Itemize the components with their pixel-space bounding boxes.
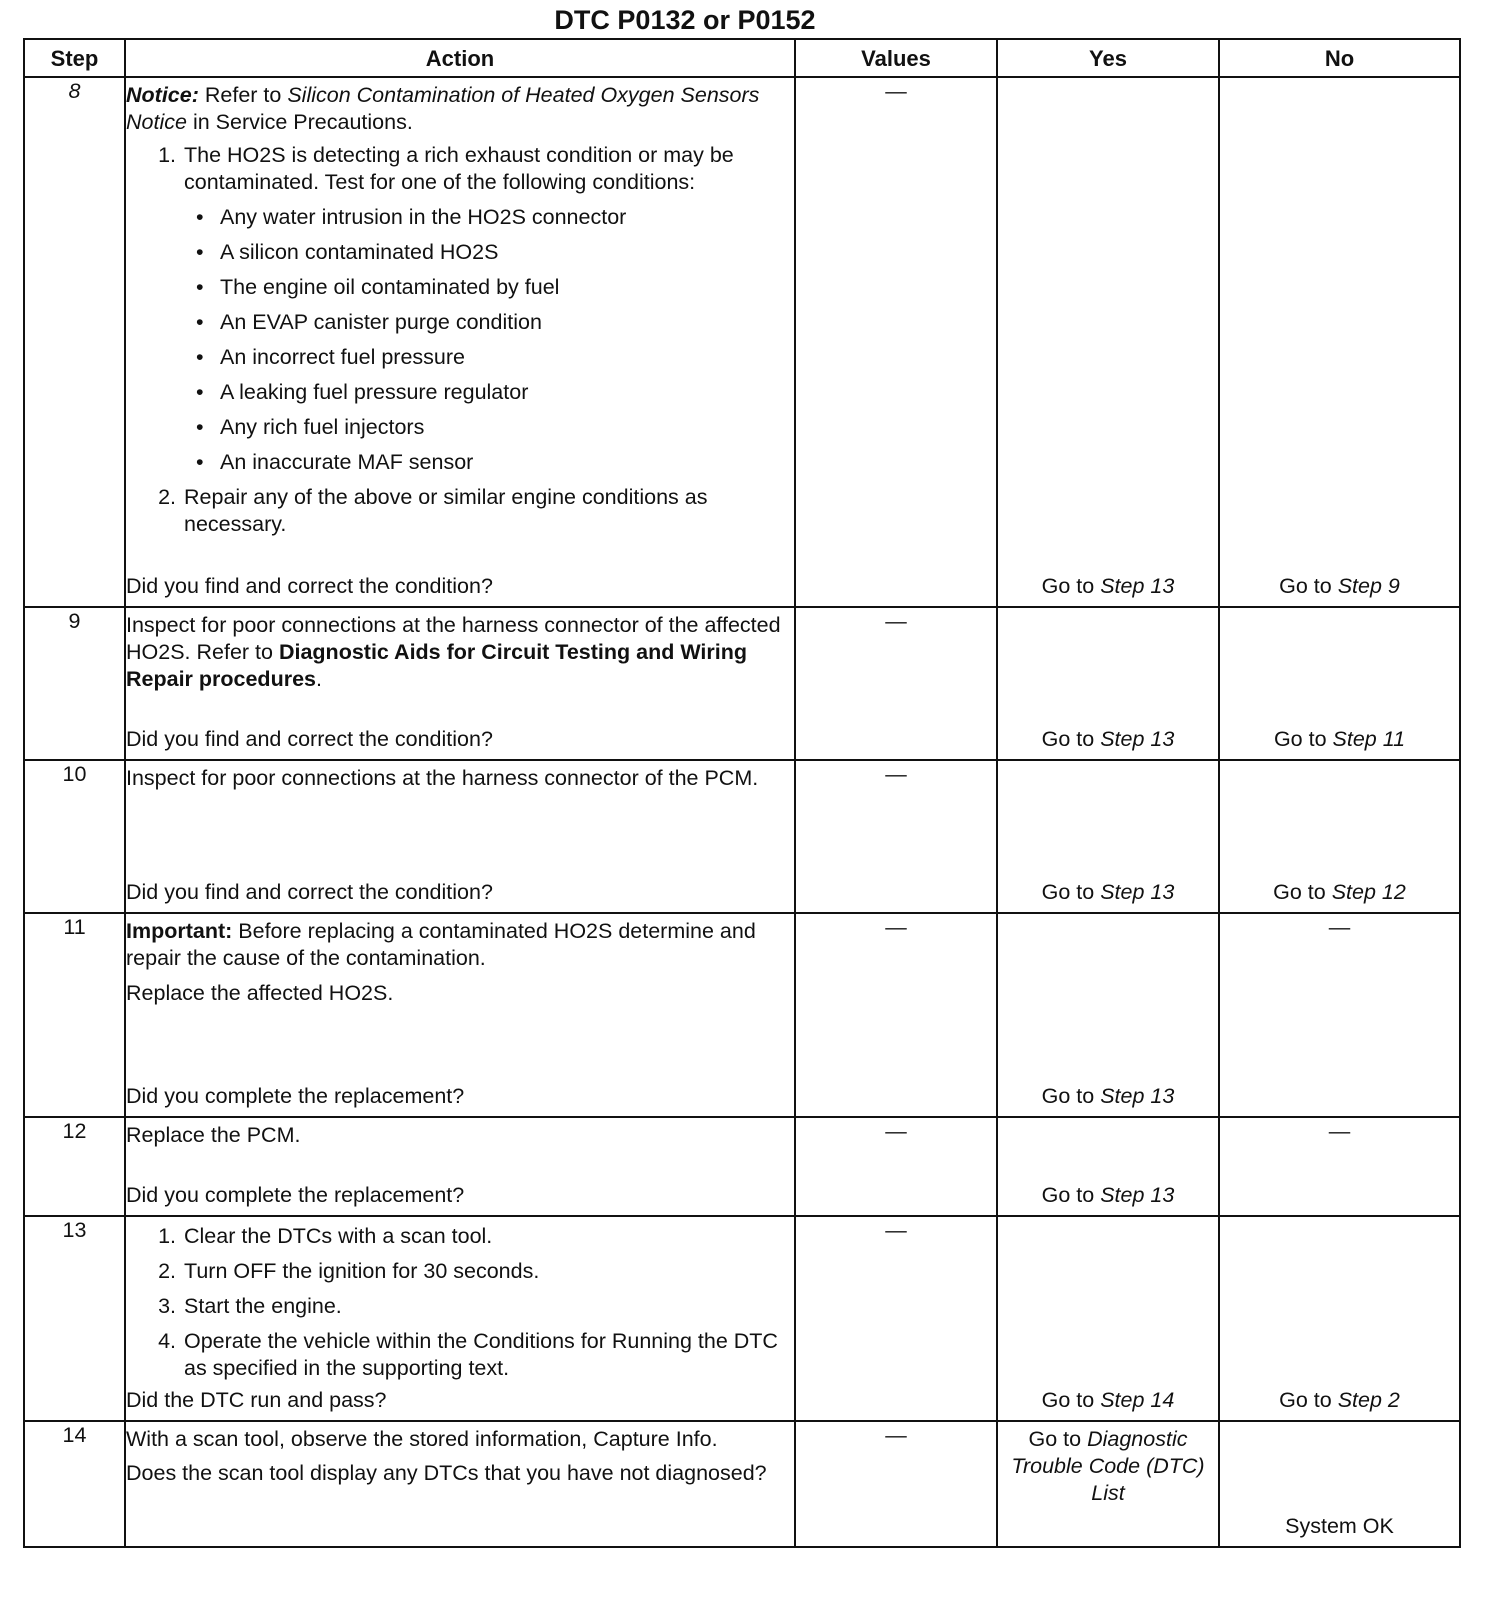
question-text: Did you complete the replacement? [126,1183,465,1207]
list-item: • A silicon contaminated HO2S [218,239,794,266]
system-ok-text: System OK [1285,1514,1394,1538]
list-item: 3. Start the engine. [182,1293,794,1320]
table-row-step-10 [24,760,1460,913]
instruction-text: With a scan tool, observe the stored information, Capture Info. [126,1427,718,1451]
goto-step-13-link[interactable]: Step 13 [1100,574,1175,598]
important-label: Important: [126,919,233,943]
values-cell: — [795,913,997,1117]
table-row-step-14 [24,1421,1460,1547]
action-cell [125,607,795,760]
notice-link[interactable]: Silicon Contamination of Heated Oxygen Sensors Notice [126,83,760,134]
no-cell: Go to Step 9 [1219,77,1460,607]
yes-cell: Go to Step 14 [997,1216,1219,1421]
list-item: • An inaccurate MAF sensor [218,449,794,476]
values-cell: — [795,760,997,913]
list-item: 1. The HO2S is detecting a rich exhaust condition or may be contaminated. Test for one of the following conditions: • Any water intrusion in the HO2S connector • A silicon contaminated HO2S • The engine oil contaminated by fuel • An EVAP canister purge condition • An incorrect fuel pressure • A leaking fuel pressure regulator • Any rich fuel injectors • An inaccurate MAF sensor [182,142,794,476]
table-row-step-12 [24,1117,1460,1216]
list-item: • Any rich fuel injectors [218,414,794,441]
step-number: 12 [24,1117,125,1216]
goto-step-13-link[interactable]: Step 13 [1100,880,1175,904]
header-values: Values [795,39,997,77]
action-cell [125,1421,795,1547]
list-item: • An incorrect fuel pressure [218,344,794,371]
no-cell: Go to Step 11 [1219,607,1460,760]
list-item: • An EVAP canister purge condition [218,309,794,336]
step-number: 13 [24,1216,125,1421]
step-number: 9 [24,607,125,760]
values-cell: — [795,1216,997,1421]
list-item: • Any water intrusion in the HO2S connector [218,204,794,231]
question-text: Did you find and correct the condition? [126,574,493,598]
step-number: 11 [24,913,125,1117]
goto-step-12-link[interactable]: Step 12 [1331,880,1406,904]
table-row-step-13 [24,1216,1460,1421]
table-row-step-11 [24,913,1460,1117]
yes-cell: Go to Step 13 [997,760,1219,913]
step-number: 10 [24,760,125,913]
notice-label: Notice: [126,83,199,107]
goto-step-13-link[interactable]: Step 13 [1100,1084,1175,1108]
yes-cell: Go to Step 13 [997,77,1219,607]
goto-step-11-link[interactable]: Step 11 [1332,727,1406,751]
list-item: • A leaking fuel pressure regulator [218,379,794,406]
instruction-text: Replace the PCM. [126,1123,301,1147]
no-cell [1219,1421,1460,1547]
goto-step-14-link[interactable]: Step 14 [1100,1388,1175,1412]
header-step: Step [24,39,125,77]
table-header-row [24,39,1460,77]
table-row-step-8 [24,77,1460,607]
goto-step-13-link[interactable]: Step 13 [1100,727,1175,751]
values-cell: — [795,607,997,760]
values-cell: — [795,1421,997,1547]
notice-text: Notice: Refer to Silicon Contamination of Heated Oxygen Sensors Notice in Service Precautions. [126,83,760,134]
goto-step-13-link[interactable]: Step 13 [1100,1183,1175,1207]
list-item: • The engine oil contaminated by fuel [218,274,794,301]
list-item: 1. Clear the DTCs with a scan tool. [182,1223,794,1250]
diagnostic-table [23,38,1461,1548]
procedure-list [126,1223,794,1386]
list-item: 2. Repair any of the above or similar engine conditions as necessary. [182,484,794,538]
action-cell [125,913,795,1117]
list-item: 4. Operate the vehicle within the Conditions for Running the DTC as specified in the supporting text. [182,1328,794,1382]
goto-step-9-link[interactable]: Step 9 [1337,574,1400,598]
step-number: 8 [24,77,125,607]
important-note: Important: Before replacing a contaminated HO2S determine and repair the cause of the contamination. [126,919,756,970]
action-cell [125,1117,795,1216]
no-cell: Go to Step 2 [1219,1216,1460,1421]
question-text: Did you find and correct the condition? [126,727,493,751]
instruction-text: Inspect for poor connections at the harness connector of the affected HO2S. Refer to Diagnostic Aids for Circuit Testing and Wiring Repair procedures. [126,613,781,691]
values-cell: — [795,77,997,607]
goto-step-2-link[interactable]: Step 2 [1337,1388,1400,1412]
step-number: 14 [24,1421,125,1547]
question-text: Does the scan tool display any DTCs that you have not diagnosed? [126,1461,767,1485]
values-cell: — [795,1117,997,1216]
action-cell [125,1216,795,1421]
yes-cell: Go to Diagnostic Trouble Code (DTC) List [997,1421,1219,1547]
header-yes: Yes [997,39,1219,77]
yes-cell: Go to Step 13 [997,913,1219,1117]
action-cell [125,77,795,607]
table-row-step-9 [24,607,1460,760]
header-no: No [1219,39,1460,77]
no-cell: — [1219,1117,1460,1216]
question-text: Did you complete the replacement? [126,1084,465,1108]
diagnostic-aids-link[interactable]: Diagnostic Aids for Circuit Testing and Wiring Repair procedures [126,640,748,691]
action-cell [125,760,795,913]
no-cell: Go to Step 12 [1219,760,1460,913]
goto-dtc-list-link[interactable]: Diagnostic Trouble Code (DTC) List [1011,1427,1205,1505]
no-cell: — [1219,913,1460,1117]
page-title: DTC P0132 or P0152 [554,5,816,35]
question-text: Did the DTC run and pass? [126,1388,387,1412]
condition-list [184,204,794,476]
instruction-text: Inspect for poor connections at the harness connector of the PCM. [126,766,759,790]
list-item: 2. Turn OFF the ignition for 30 seconds. [182,1258,794,1285]
instruction-text: Replace the affected HO2S. [126,981,394,1005]
yes-cell: Go to Step 13 [997,607,1219,760]
question-text: Did you find and correct the condition? [126,880,493,904]
header-action: Action [125,39,795,77]
procedure-list [126,142,794,542]
yes-cell: Go to Step 13 [997,1117,1219,1216]
